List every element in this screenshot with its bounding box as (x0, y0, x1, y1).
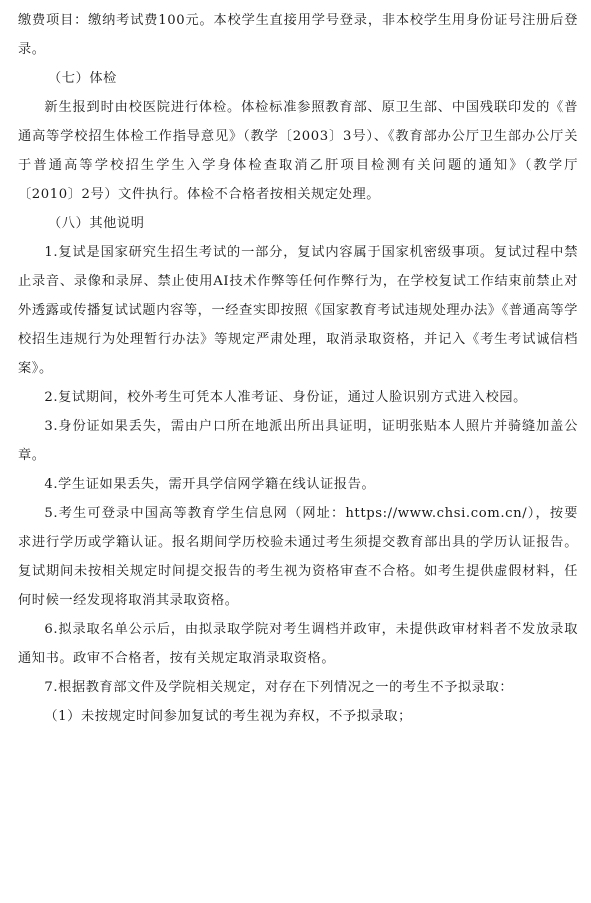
note-item-5: 5.考生可登录中国高等教育学生信息网（网址：https://www.chsi.com.cn/），按要求进行学历或学籍认证。报名期间学历校验未通过考生须提交教育部出具的学历认证报告。复试期间未按相关规定时间提交报告的考生视为资格审查不合格。如考生提供虚假材料，任何时候一经发现将取消其录取资格。 (18, 506, 578, 608)
note-item-4: 4.学生证如果丢失，需开具学信网学籍在线认证报告。 (44, 477, 376, 492)
note-item-6: 6.拟录取名单公示后，由拟录取学院对考生调档并政审，未提供政审材料者不发放录取通知书。政审不合格者，按有关规定取消录取资格。 (18, 622, 578, 666)
note-subitem-1: （1）未按规定时间参加复试的考生视为弃权，不予拟录取； (44, 709, 412, 724)
section-heading-physical-exam: （七）体检 (48, 71, 117, 86)
note-item-1: 1.复试是国家研究生招生考试的一部分，复试内容属于国家机密级事项。复试过程中禁止录音、录像和录屏、禁止使用AI技术作弊等任何作弊行为，在学校复试工作结束前禁止对外透露或传播复试试题内容等，一经查实即按照《国家教育考试违规处理办法》《普通高等学校招生违规行为处理暂行办法》等规定严肃处理，取消录取资格，并记入《考生考试诚信档案》。 (18, 245, 578, 376)
note-item-3: 3.身份证如果丢失，需由户口所在地派出所出具证明，证明张贴本人照片并骑缝加盖公章。 (18, 419, 578, 463)
physical-exam-paragraph: 新生报到时由校医院进行体检。体检标准参照教育部、原卫生部、中国残联印发的《普通高等学校招生体检工作指导意见》（教学〔2003〕3号）、《教育部办公厅卫生部办公厅关于普通高等学校招生学生入学身体检查取消乙肝项目检测有关问题的通知》（教学厅〔2010〕2号）文件执行。体检不合格者按相关规定处理。 (18, 100, 578, 202)
document-page (18, 6, 578, 731)
fee-paragraph: 缴费项目：缴纳考试费100元。本校学生直接用学号登录，非本校学生用身份证号注册后登录。 (18, 13, 578, 57)
note-item-7: 7.根据教育部文件及学院相关规定，对存在下列情况之一的考生不予拟录取： (44, 680, 514, 695)
section-heading-other-notes: （八）其他说明 (48, 216, 145, 231)
note-item-2: 2.复试期间，校外考生可凭本人准考证、身份证，通过人脸识别方式进入校园。 (44, 390, 527, 405)
